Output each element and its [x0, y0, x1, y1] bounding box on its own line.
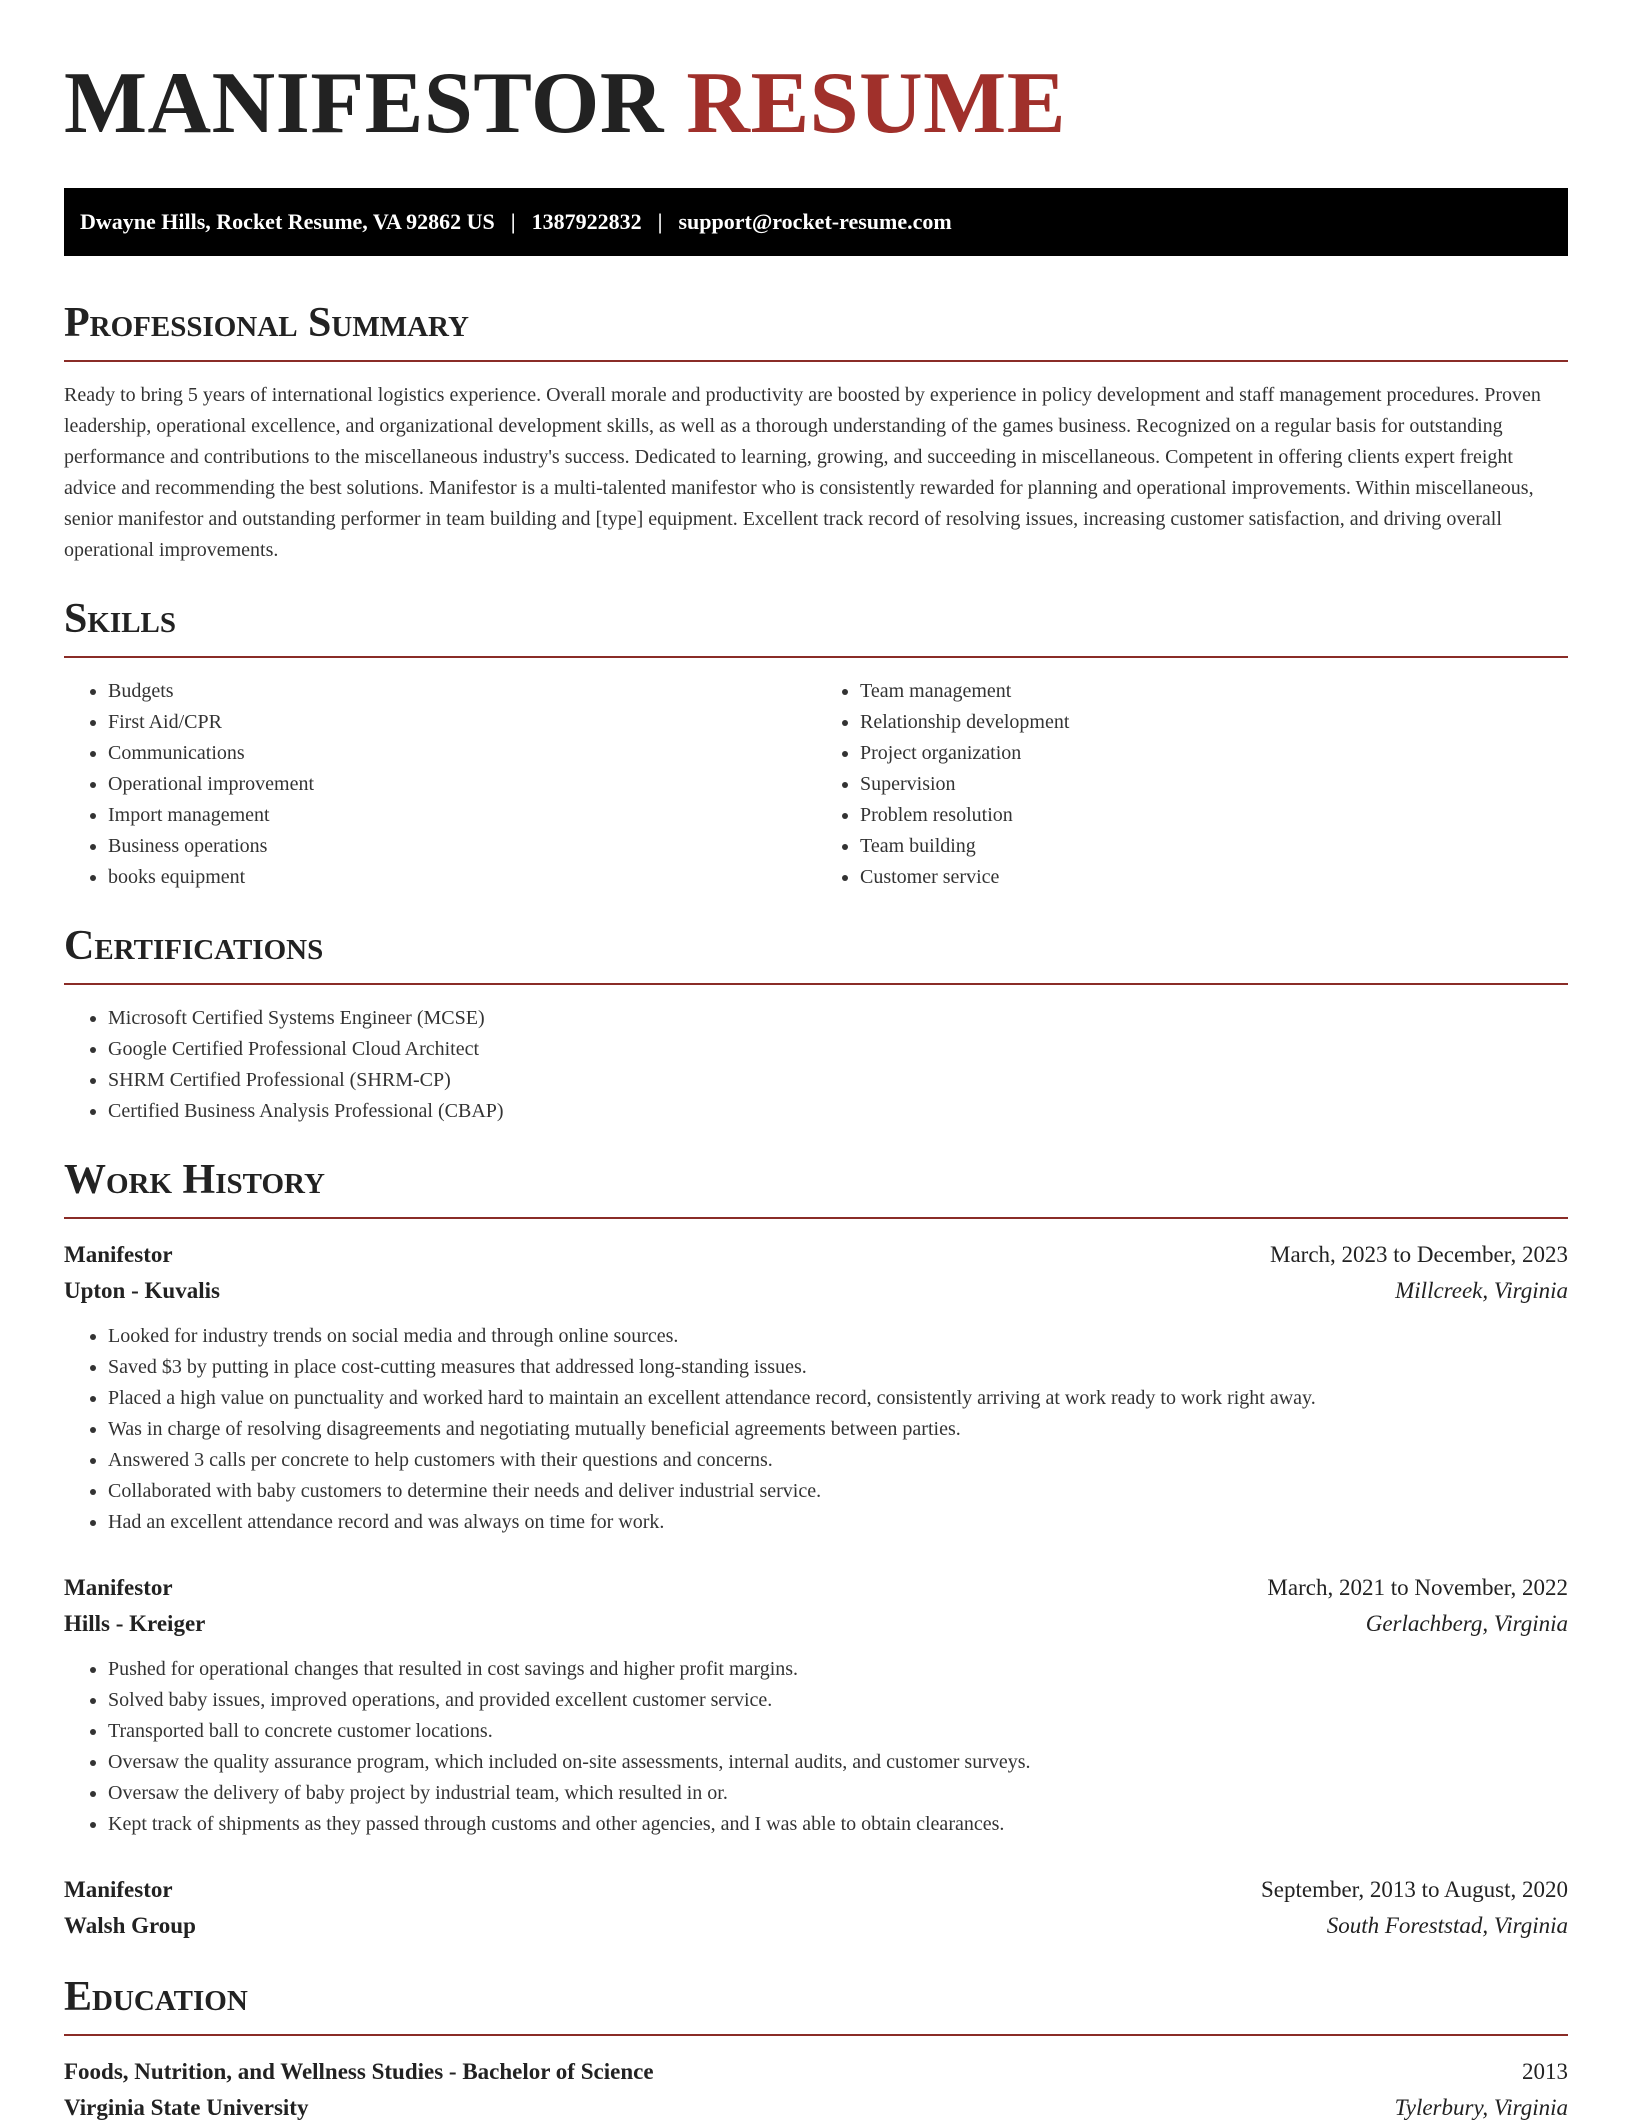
job-duties-list	[64, 1654, 1568, 1840]
job-duty: • Solved baby issues, improved operations, and provided excellent customer service.	[108, 1685, 1568, 1716]
skill-item: • Customer service	[860, 862, 1568, 893]
resume-title	[64, 56, 1568, 152]
job-entry	[64, 1570, 1568, 1840]
education-school: Virginia State University	[64, 2095, 309, 2120]
job-header-row	[64, 1570, 1568, 1606]
skills-list-left	[64, 676, 816, 893]
job-dates: March, 2021 to November, 2022	[1267, 1575, 1568, 1600]
education-degree-row	[64, 2054, 1568, 2090]
job-duty: • Placed a high value on punctuality and worked hard to maintain an excellent attendance record, consistently arriving at work ready to work right away.	[108, 1383, 1568, 1414]
job-header-row	[64, 1872, 1568, 1908]
job-company-row	[64, 1908, 1568, 1944]
job-company: Walsh Group	[64, 1913, 196, 1938]
certifications-heading: Certifications	[64, 923, 324, 969]
job-duty: • Answered 3 calls per concrete to help customers with their questions and concerns.	[108, 1445, 1568, 1476]
section-divider	[64, 983, 1568, 985]
title-accent: RESUME	[686, 55, 1066, 152]
skill-item: • Communications	[108, 738, 816, 769]
job-duty: • Saved $3 by putting in place cost-cutting measures that addressed long-standing issues.	[108, 1352, 1568, 1383]
section-divider	[64, 656, 1568, 658]
certification-item: • Google Certified Professional Cloud Architect	[108, 1034, 1568, 1065]
job-duty: • Collaborated with baby customers to determine their needs and deliver industrial service.	[108, 1476, 1568, 1507]
job-company: Hills - Kreiger	[64, 1611, 206, 1636]
skills-section	[64, 596, 1568, 893]
job-duty: • Oversaw the quality assurance program, which included on-site assessments, internal audits, and customer surveys.	[108, 1747, 1568, 1778]
work-history-heading: Work History	[64, 1157, 325, 1203]
job-duties-list	[64, 1321, 1568, 1538]
job-duty: • Oversaw the delivery of baby project by industrial team, which resulted in or.	[108, 1778, 1568, 1809]
job-duty: • Had an excellent attendance record and was always on time for work.	[108, 1507, 1568, 1538]
job-entry	[64, 1872, 1568, 1944]
skill-item: • Import management	[108, 800, 816, 831]
job-header-row	[64, 1237, 1568, 1273]
education-school-row	[64, 2090, 1568, 2126]
contact-separator: |	[510, 209, 516, 234]
job-location: Millcreek, Virginia	[1395, 1278, 1568, 1303]
skill-item: • Team management	[860, 676, 1568, 707]
certification-item: • Certified Business Analysis Professional (CBAP)	[108, 1096, 1568, 1127]
job-company-row	[64, 1273, 1568, 1309]
section-divider	[64, 1217, 1568, 1219]
contact-address: Dwayne Hills, Rocket Resume, VA 92862 US	[80, 209, 495, 234]
job-title: Manifestor	[64, 1877, 173, 1902]
education-degree: Foods, Nutrition, and Wellness Studies - Bachelor of Science	[64, 2059, 654, 2084]
job-location: South Foreststad, Virginia	[1326, 1913, 1568, 1938]
job-title: Manifestor	[64, 1242, 173, 1267]
skill-item: • Team building	[860, 831, 1568, 862]
skill-item: • books equipment	[108, 862, 816, 893]
skill-item: • Supervision	[860, 769, 1568, 800]
section-divider	[64, 360, 1568, 362]
skill-item: • Relationship development	[860, 707, 1568, 738]
skill-item: • Budgets	[108, 676, 816, 707]
section-divider	[64, 2034, 1568, 2036]
contact-phone: 1387922832	[531, 209, 642, 234]
skill-item: • Operational improvement	[108, 769, 816, 800]
job-duty: • Looked for industry trends on social media and through online sources.	[108, 1321, 1568, 1352]
job-company: Upton - Kuvalis	[64, 1278, 220, 1303]
education-section	[64, 1974, 1568, 2126]
job-dates: March, 2023 to December, 2023	[1270, 1242, 1568, 1267]
work-history-section	[64, 1157, 1568, 1944]
certification-item: • Microsoft Certified Systems Engineer (MCSE)	[108, 1003, 1568, 1034]
skill-item: • First Aid/CPR	[108, 707, 816, 738]
certifications-list	[64, 1003, 1568, 1127]
education-year: 2013	[1522, 2059, 1568, 2084]
job-duty: • Pushed for operational changes that resulted in cost savings and higher profit margins.	[108, 1654, 1568, 1685]
contact-bar	[64, 188, 1568, 256]
title-main: MANIFESTOR	[64, 55, 664, 152]
skill-item: • Project organization	[860, 738, 1568, 769]
contact-separator: |	[657, 209, 663, 234]
job-duty: • Transported ball to concrete customer locations.	[108, 1716, 1568, 1747]
job-title: Manifestor	[64, 1575, 173, 1600]
summary-heading: Professional Summary	[64, 300, 469, 346]
skills-list-right	[816, 676, 1568, 893]
job-company-row	[64, 1606, 1568, 1642]
summary-section	[64, 300, 1568, 566]
education-location: Tylerbury, Virginia	[1394, 2095, 1568, 2120]
job-duty: • Was in charge of resolving disagreements and negotiating mutually beneficial agreements between parties.	[108, 1414, 1568, 1445]
skills-grid	[64, 676, 1568, 893]
job-duty: • Kept track of shipments as they passed through customs and other agencies, and I was able to obtain clearances.	[108, 1809, 1568, 1840]
certification-item: • SHRM Certified Professional (SHRM-CP)	[108, 1065, 1568, 1096]
certifications-section	[64, 923, 1568, 1127]
education-heading: Education	[64, 1974, 248, 2020]
skills-heading: Skills	[64, 596, 177, 642]
skill-item: • Business operations	[108, 831, 816, 862]
skill-item: • Problem resolution	[860, 800, 1568, 831]
job-dates: September, 2013 to August, 2020	[1260, 1877, 1568, 1902]
job-entry	[64, 1237, 1568, 1538]
contact-email: support@rocket-resume.com	[678, 209, 952, 234]
summary-text: Ready to bring 5 years of international logistics experience. Overall morale and productivity are boosted by experience in policy development and staff management procedures. Proven leadership, operational excellence, and organizational development skills, as well as a thorough understanding of the games business. Recognized on a regular basis for outstanding performance and contributions to the miscellaneous industry's success. Dedicated to learning, growing, and succeeding in miscellaneous. Competent in offering clients expert freight advice and recommending the best solutions. Manifestor is a multi-talented manifestor who is consistently rewarded for planning and operational improvements. Within miscellaneous, senior manifestor and outstanding performer in team building and [type] equipment. Excellent track record of resolving issues, increasing customer satisfaction, and driving overall operational improvements.	[64, 384, 1541, 561]
job-location: Gerlachberg, Virginia	[1365, 1611, 1568, 1636]
